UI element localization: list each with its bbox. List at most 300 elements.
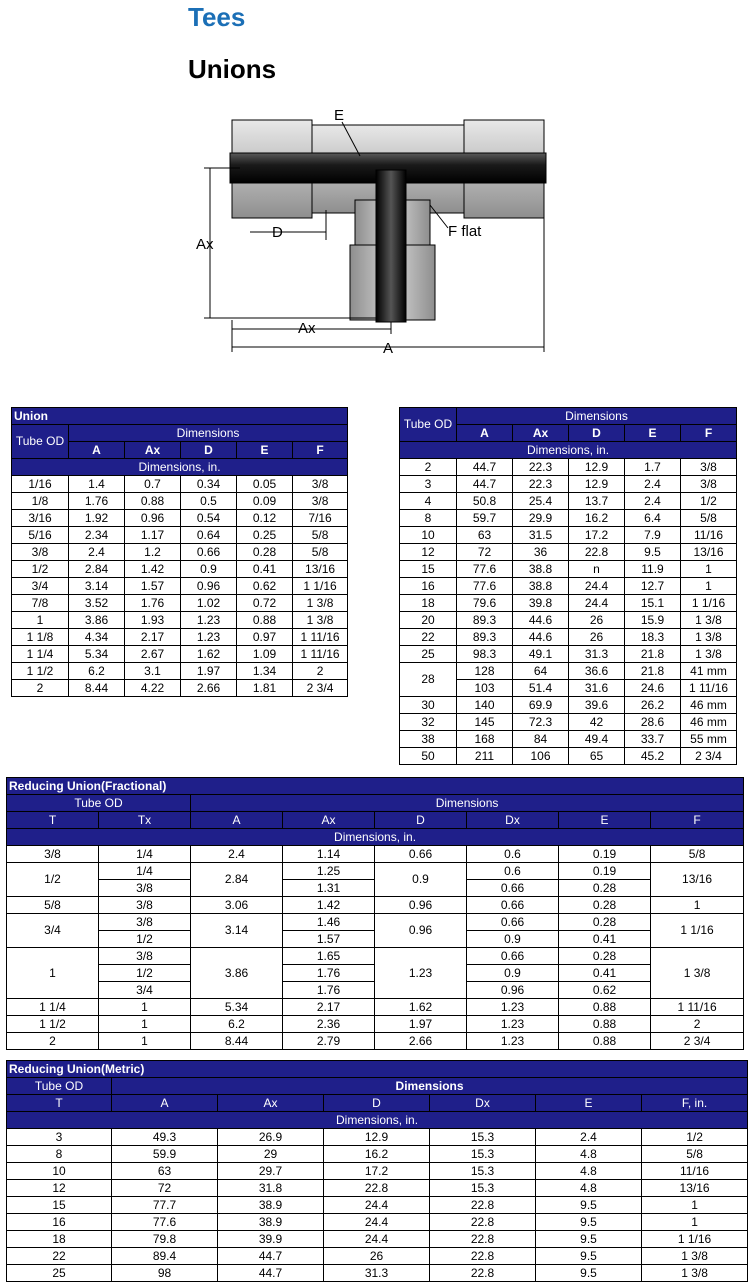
table-cell: 1.97 bbox=[375, 1016, 467, 1033]
table-cell: 26 bbox=[324, 1248, 430, 1265]
table-row bbox=[7, 1197, 748, 1214]
table-cell: 0.9 bbox=[467, 931, 559, 948]
table-cell: 15.3 bbox=[430, 1146, 536, 1163]
table-cell: 3.06 bbox=[191, 897, 283, 914]
table-cell: 1/2 bbox=[99, 931, 191, 948]
table-cell: 7/16 bbox=[293, 510, 348, 527]
table-row bbox=[7, 863, 744, 880]
table-cell: 0.9 bbox=[467, 965, 559, 982]
table-cell: 18 bbox=[7, 1231, 112, 1248]
table-cell: 1.46 bbox=[283, 914, 375, 931]
table-cell: 2.4 bbox=[625, 476, 681, 493]
table-cell: 31.5 bbox=[513, 527, 569, 544]
table-cell: 24.6 bbox=[625, 680, 681, 697]
table-cell: 1.76 bbox=[69, 493, 125, 510]
table-cell: 1 1/2 bbox=[7, 1016, 99, 1033]
table-cell: 1 3/8 bbox=[681, 612, 737, 629]
table-cell: 12.9 bbox=[569, 476, 625, 493]
table-cell: 1.42 bbox=[283, 897, 375, 914]
table-cell: 3.86 bbox=[69, 612, 125, 629]
table-cell: 72.3 bbox=[513, 714, 569, 731]
table-cell: 1.97 bbox=[181, 663, 237, 680]
table-row bbox=[400, 629, 737, 646]
table-row bbox=[12, 663, 348, 680]
table-cell: 22.3 bbox=[513, 459, 569, 476]
table-cell: 1.34 bbox=[237, 663, 293, 680]
table-row bbox=[7, 1265, 748, 1282]
diagram-label-d: D bbox=[272, 224, 283, 241]
table-cell: 2 bbox=[651, 1016, 744, 1033]
table-cell: 51.4 bbox=[513, 680, 569, 697]
rm-col-f: F, in. bbox=[642, 1095, 748, 1112]
table-cell: 39.6 bbox=[569, 697, 625, 714]
table-cell: 9.5 bbox=[536, 1265, 642, 1282]
table-cell: 3/8 bbox=[99, 897, 191, 914]
table-row bbox=[400, 459, 737, 476]
table-cell: 8.44 bbox=[69, 680, 125, 697]
table-cell: 49.3 bbox=[112, 1129, 218, 1146]
metric-union-col-ax: Ax bbox=[513, 425, 569, 442]
table-cell: 4.34 bbox=[69, 629, 125, 646]
union-dimensions-header: Dimensions bbox=[69, 425, 348, 442]
table-cell: 0.25 bbox=[237, 527, 293, 544]
table-cell: 20 bbox=[400, 612, 457, 629]
table-cell: 3.86 bbox=[191, 948, 283, 999]
table-cell: 3/4 bbox=[99, 982, 191, 999]
table-cell: 3/4 bbox=[12, 578, 69, 595]
table-cell: 1 3/8 bbox=[681, 646, 737, 663]
table-row bbox=[12, 595, 348, 612]
table-cell: 22.8 bbox=[430, 1197, 536, 1214]
table-cell: 0.6 bbox=[467, 846, 559, 863]
table-cell: 2.66 bbox=[375, 1033, 467, 1050]
table-cell: 89.4 bbox=[112, 1248, 218, 1265]
table-cell: 1.62 bbox=[181, 646, 237, 663]
table-cell: 49.1 bbox=[513, 646, 569, 663]
table-cell: 3/8 bbox=[293, 476, 348, 493]
table-cell: 9.5 bbox=[536, 1248, 642, 1265]
table-cell: 5/16 bbox=[12, 527, 69, 544]
table-cell: n bbox=[569, 561, 625, 578]
table-cell: 0.28 bbox=[559, 914, 651, 931]
table-cell: 44.7 bbox=[218, 1265, 324, 1282]
table-cell: 44.7 bbox=[457, 459, 513, 476]
table-cell: 0.41 bbox=[559, 965, 651, 982]
table-cell: 5/8 bbox=[651, 846, 744, 863]
table-cell: 9.5 bbox=[625, 544, 681, 561]
table-cell: 1 11/16 bbox=[681, 680, 737, 697]
table-cell: 0.88 bbox=[559, 999, 651, 1016]
table-cell: 4.8 bbox=[536, 1146, 642, 1163]
table-row bbox=[12, 646, 348, 663]
reducing-fractional-tube-od-header: Tube OD bbox=[7, 795, 191, 812]
table-cell: 22 bbox=[7, 1248, 112, 1265]
union-col-e: E bbox=[237, 442, 293, 459]
table-cell: 3.14 bbox=[69, 578, 125, 595]
table-cell: 3.1 bbox=[125, 663, 181, 680]
table-cell: 2.66 bbox=[181, 680, 237, 697]
table-cell: 4.22 bbox=[125, 680, 181, 697]
table-cell: 1 bbox=[651, 897, 744, 914]
table-cell: 1.92 bbox=[69, 510, 125, 527]
reducing-fractional-tail bbox=[7, 999, 744, 1050]
table-cell: 3/8 bbox=[681, 459, 737, 476]
table-cell: 28 bbox=[400, 663, 457, 697]
union-units: Dimensions, in. bbox=[12, 459, 348, 476]
union-col-ax: Ax bbox=[125, 442, 181, 459]
diagram-label-f: F flat bbox=[448, 223, 482, 240]
table-cell: 0.19 bbox=[559, 846, 651, 863]
table-cell: 16.2 bbox=[569, 510, 625, 527]
table-cell: 1 bbox=[12, 612, 69, 629]
table-cell: 44.6 bbox=[513, 629, 569, 646]
table-cell: 5/8 bbox=[293, 527, 348, 544]
rm-col-t: T bbox=[7, 1095, 112, 1112]
table-cell: 44.7 bbox=[457, 476, 513, 493]
metric-union-row-28 bbox=[400, 663, 737, 697]
table-cell: 89.3 bbox=[457, 629, 513, 646]
table-cell: 7/8 bbox=[12, 595, 69, 612]
table-cell: 59.9 bbox=[112, 1146, 218, 1163]
metric-union-table bbox=[399, 407, 737, 765]
table-cell: 36.6 bbox=[569, 663, 625, 680]
table-cell: 5.34 bbox=[191, 999, 283, 1016]
table-cell: 0.41 bbox=[559, 931, 651, 948]
table-cell: 0.28 bbox=[237, 544, 293, 561]
metric-union-units: Dimensions, in. bbox=[400, 442, 737, 459]
table-cell: 3.14 bbox=[191, 914, 283, 948]
metric-union-body bbox=[400, 459, 737, 663]
table-cell: 1.23 bbox=[181, 629, 237, 646]
table-cell: 30 bbox=[400, 697, 457, 714]
table-cell: 15.9 bbox=[625, 612, 681, 629]
table-cell: 31.8 bbox=[218, 1180, 324, 1197]
table-cell: 0.88 bbox=[237, 612, 293, 629]
metric-union-col-e: E bbox=[625, 425, 681, 442]
table-cell: 21.8 bbox=[625, 663, 681, 680]
table-cell: 1 3/8 bbox=[293, 612, 348, 629]
table-cell: 7.9 bbox=[625, 527, 681, 544]
table-cell: 11/16 bbox=[681, 527, 737, 544]
table-cell: 28.6 bbox=[625, 714, 681, 731]
rm-col-a: A bbox=[112, 1095, 218, 1112]
table-cell: 3/4 bbox=[7, 914, 99, 948]
table-cell: 0.66 bbox=[181, 544, 237, 561]
table-row bbox=[400, 612, 737, 629]
diagram-label-e: E bbox=[334, 107, 345, 124]
table-cell: 1 bbox=[681, 578, 737, 595]
table-cell: 22.8 bbox=[430, 1231, 536, 1248]
table-cell: 2.84 bbox=[69, 561, 125, 578]
table-cell: 1 11/16 bbox=[651, 999, 744, 1016]
table-cell: 2.4 bbox=[69, 544, 125, 561]
table-row bbox=[400, 663, 737, 680]
table-cell: 26.2 bbox=[625, 697, 681, 714]
table-cell: 15.3 bbox=[430, 1129, 536, 1146]
table-cell: 77.7 bbox=[112, 1197, 218, 1214]
table-cell: 1.42 bbox=[125, 561, 181, 578]
table-cell: 1.14 bbox=[283, 846, 375, 863]
table-cell: 16.2 bbox=[324, 1146, 430, 1163]
table-cell: 77.6 bbox=[457, 578, 513, 595]
diagram-branch-tube bbox=[376, 170, 406, 322]
table-cell: 13/16 bbox=[651, 863, 744, 897]
diagram-label-ax-horizontal: Ax bbox=[298, 320, 316, 337]
diagram-label-a: A bbox=[383, 340, 394, 357]
table-cell: 31.3 bbox=[324, 1265, 430, 1282]
table-cell: 12.9 bbox=[324, 1129, 430, 1146]
table-cell: 1 3/8 bbox=[651, 948, 744, 999]
table-cell: 5/8 bbox=[7, 897, 99, 914]
table-cell: 0.88 bbox=[559, 1033, 651, 1050]
table-cell: 2.4 bbox=[191, 846, 283, 863]
reducing-metric-table bbox=[6, 1060, 748, 1282]
table-cell: 16 bbox=[7, 1214, 112, 1231]
metric-union-col-f: F bbox=[681, 425, 737, 442]
table-cell: 1.02 bbox=[181, 595, 237, 612]
table-cell: 128 bbox=[457, 663, 513, 680]
table-cell: 6.2 bbox=[69, 663, 125, 680]
table-cell: 1.4 bbox=[69, 476, 125, 493]
table-cell: 3.52 bbox=[69, 595, 125, 612]
table-cell: 64 bbox=[513, 663, 569, 680]
table-cell: 1.2 bbox=[125, 544, 181, 561]
table-cell: 1/2 bbox=[642, 1129, 748, 1146]
rf-col-d: D bbox=[375, 812, 467, 829]
table-cell: 1 3/8 bbox=[681, 629, 737, 646]
table-row bbox=[7, 1180, 748, 1197]
table-cell: 17.2 bbox=[324, 1163, 430, 1180]
table-cell: 0.05 bbox=[237, 476, 293, 493]
table-cell: 89.3 bbox=[457, 612, 513, 629]
table-cell: 79.6 bbox=[457, 595, 513, 612]
table-cell: 2.4 bbox=[536, 1129, 642, 1146]
heading-unions: Unions bbox=[188, 54, 277, 84]
union-title: Union bbox=[12, 408, 348, 425]
table-cell: 0.28 bbox=[559, 897, 651, 914]
table-cell: 1 1/8 bbox=[12, 629, 69, 646]
table-cell: 38.8 bbox=[513, 578, 569, 595]
table-cell: 2.17 bbox=[125, 629, 181, 646]
table-cell: 0.7 bbox=[125, 476, 181, 493]
table-cell: 1 11/16 bbox=[293, 629, 348, 646]
table-cell: 5/8 bbox=[681, 510, 737, 527]
table-row bbox=[12, 612, 348, 629]
table-cell: 98 bbox=[112, 1265, 218, 1282]
table-cell: 0.09 bbox=[237, 493, 293, 510]
table-cell: 0.62 bbox=[559, 982, 651, 999]
table-cell: 3/8 bbox=[7, 846, 99, 863]
table-cell: 21.8 bbox=[625, 646, 681, 663]
table-cell: 22.8 bbox=[430, 1248, 536, 1265]
table-row bbox=[400, 731, 737, 748]
reducing-metric-tube-od-header: Tube OD bbox=[7, 1078, 112, 1095]
table-cell: 1/8 bbox=[12, 493, 69, 510]
union-table bbox=[11, 407, 348, 697]
table-cell: 5/8 bbox=[293, 544, 348, 561]
table-cell: 2.84 bbox=[191, 863, 283, 897]
table-cell: 11.9 bbox=[625, 561, 681, 578]
table-cell: 13/16 bbox=[642, 1180, 748, 1197]
table-cell: 140 bbox=[457, 697, 513, 714]
table-cell: 1 bbox=[642, 1197, 748, 1214]
rm-col-e: E bbox=[536, 1095, 642, 1112]
table-cell: 22.8 bbox=[430, 1214, 536, 1231]
rf-col-dx: Dx bbox=[467, 812, 559, 829]
table-cell: 3/8 bbox=[12, 544, 69, 561]
table-cell: 2 bbox=[12, 680, 69, 697]
table-row bbox=[7, 1163, 748, 1180]
table-cell: 2.17 bbox=[283, 999, 375, 1016]
table-cell: 2 bbox=[400, 459, 457, 476]
table-cell: 29 bbox=[218, 1146, 324, 1163]
table-cell: 1/16 bbox=[12, 476, 69, 493]
table-cell: 5.34 bbox=[69, 646, 125, 663]
table-cell: 0.96 bbox=[181, 578, 237, 595]
table-cell: 1.57 bbox=[125, 578, 181, 595]
table-cell: 12.7 bbox=[625, 578, 681, 595]
table-cell: 103 bbox=[457, 680, 513, 697]
table-cell: 4 bbox=[400, 493, 457, 510]
table-cell: 1.23 bbox=[375, 948, 467, 999]
table-cell: 55 mm bbox=[681, 731, 737, 748]
rm-col-dx: Dx bbox=[430, 1095, 536, 1112]
table-cell: 26 bbox=[569, 629, 625, 646]
table-cell: 38.8 bbox=[513, 561, 569, 578]
table-cell: 25 bbox=[400, 646, 457, 663]
table-row bbox=[400, 748, 737, 765]
table-cell: 8 bbox=[400, 510, 457, 527]
table-row bbox=[12, 578, 348, 595]
union-body bbox=[12, 476, 348, 697]
table-row bbox=[12, 629, 348, 646]
table-cell: 72 bbox=[112, 1180, 218, 1197]
table-row bbox=[12, 510, 348, 527]
table-cell: 1/2 bbox=[7, 863, 99, 897]
rf-col-f: F bbox=[651, 812, 744, 829]
table-cell: 44.6 bbox=[513, 612, 569, 629]
table-cell: 15 bbox=[7, 1197, 112, 1214]
table-cell: 24.4 bbox=[324, 1197, 430, 1214]
table-cell: 24.4 bbox=[569, 595, 625, 612]
table-cell: 1.76 bbox=[125, 595, 181, 612]
table-row bbox=[12, 680, 348, 697]
table-cell: 46 mm bbox=[681, 697, 737, 714]
table-cell: 38.9 bbox=[218, 1214, 324, 1231]
table-cell: 41 mm bbox=[681, 663, 737, 680]
table-cell: 1.62 bbox=[375, 999, 467, 1016]
table-cell: 22.3 bbox=[513, 476, 569, 493]
reducing-metric-dimensions-header: Dimensions bbox=[112, 1078, 748, 1095]
table-cell: 1.76 bbox=[283, 965, 375, 982]
table-cell: 2 bbox=[7, 1033, 99, 1050]
table-cell: 33.7 bbox=[625, 731, 681, 748]
table-cell: 84 bbox=[513, 731, 569, 748]
table-row bbox=[7, 1248, 748, 1265]
table-cell: 32 bbox=[400, 714, 457, 731]
table-row bbox=[400, 646, 737, 663]
table-cell: 0.96 bbox=[467, 982, 559, 999]
table-cell: 106 bbox=[513, 748, 569, 765]
table-cell: 22.8 bbox=[430, 1265, 536, 1282]
table-cell: 1 bbox=[642, 1214, 748, 1231]
table-row bbox=[7, 999, 744, 1016]
table-cell: 39.8 bbox=[513, 595, 569, 612]
table-cell: 3/8 bbox=[681, 476, 737, 493]
table-cell: 2.79 bbox=[283, 1033, 375, 1050]
table-cell: 15.1 bbox=[625, 595, 681, 612]
table-cell: 0.66 bbox=[375, 846, 467, 863]
diagram-label-ax-vertical: Ax bbox=[196, 236, 214, 253]
table-cell: 0.64 bbox=[181, 527, 237, 544]
table-cell: 50 bbox=[400, 748, 457, 765]
reducing-metric-title: Reducing Union(Metric) bbox=[7, 1061, 748, 1078]
table-cell: 22.8 bbox=[569, 544, 625, 561]
rf-col-tx: Tx bbox=[99, 812, 191, 829]
table-cell: 15 bbox=[400, 561, 457, 578]
table-cell: 69.9 bbox=[513, 697, 569, 714]
table-cell: 0.72 bbox=[237, 595, 293, 612]
table-cell: 1 bbox=[99, 1016, 191, 1033]
table-cell: 25 bbox=[7, 1265, 112, 1282]
rf-col-a: A bbox=[191, 812, 283, 829]
table-row bbox=[7, 1146, 748, 1163]
table-cell: 1 1/16 bbox=[681, 595, 737, 612]
table-cell: 1 11/16 bbox=[293, 646, 348, 663]
table-cell: 0.88 bbox=[559, 1016, 651, 1033]
table-row bbox=[400, 595, 737, 612]
table-cell: 12 bbox=[400, 544, 457, 561]
table-cell: 3 bbox=[7, 1129, 112, 1146]
table-cell: 1.17 bbox=[125, 527, 181, 544]
table-cell: 211 bbox=[457, 748, 513, 765]
table-cell: 0.96 bbox=[375, 897, 467, 914]
table-cell: 0.96 bbox=[375, 914, 467, 948]
table-cell: 0.66 bbox=[467, 948, 559, 965]
table-cell: 9.5 bbox=[536, 1214, 642, 1231]
table-cell: 1.23 bbox=[467, 1033, 559, 1050]
table-cell: 31.3 bbox=[569, 646, 625, 663]
table-cell: 6.4 bbox=[625, 510, 681, 527]
table-cell: 0.9 bbox=[375, 863, 467, 897]
table-cell: 11/16 bbox=[642, 1163, 748, 1180]
table-cell: 18.3 bbox=[625, 629, 681, 646]
table-cell: 13.7 bbox=[569, 493, 625, 510]
table-cell: 8 bbox=[7, 1146, 112, 1163]
table-row bbox=[400, 493, 737, 510]
table-cell: 1 1/16 bbox=[651, 914, 744, 948]
metric-union-dimensions-header: Dimensions bbox=[457, 408, 737, 425]
table-cell: 1 1/4 bbox=[12, 646, 69, 663]
table-cell: 24.4 bbox=[324, 1214, 430, 1231]
metric-union-col-d: D bbox=[569, 425, 625, 442]
table-cell: 72 bbox=[457, 544, 513, 561]
table-cell: 0.34 bbox=[181, 476, 237, 493]
table-cell: 0.28 bbox=[559, 948, 651, 965]
table-cell: 0.66 bbox=[467, 880, 559, 897]
table-cell: 12 bbox=[7, 1180, 112, 1197]
table-cell: 63 bbox=[457, 527, 513, 544]
table-cell: 2 3/4 bbox=[681, 748, 737, 765]
table-cell: 13/16 bbox=[681, 544, 737, 561]
table-cell: 25.4 bbox=[513, 493, 569, 510]
table-cell: 0.9 bbox=[181, 561, 237, 578]
table-cell: 1 1/16 bbox=[293, 578, 348, 595]
table-cell: 18 bbox=[400, 595, 457, 612]
table-cell: 1/2 bbox=[99, 965, 191, 982]
table-cell: 2 bbox=[293, 663, 348, 680]
metric-union-tube-od-header: Tube OD bbox=[400, 408, 457, 442]
